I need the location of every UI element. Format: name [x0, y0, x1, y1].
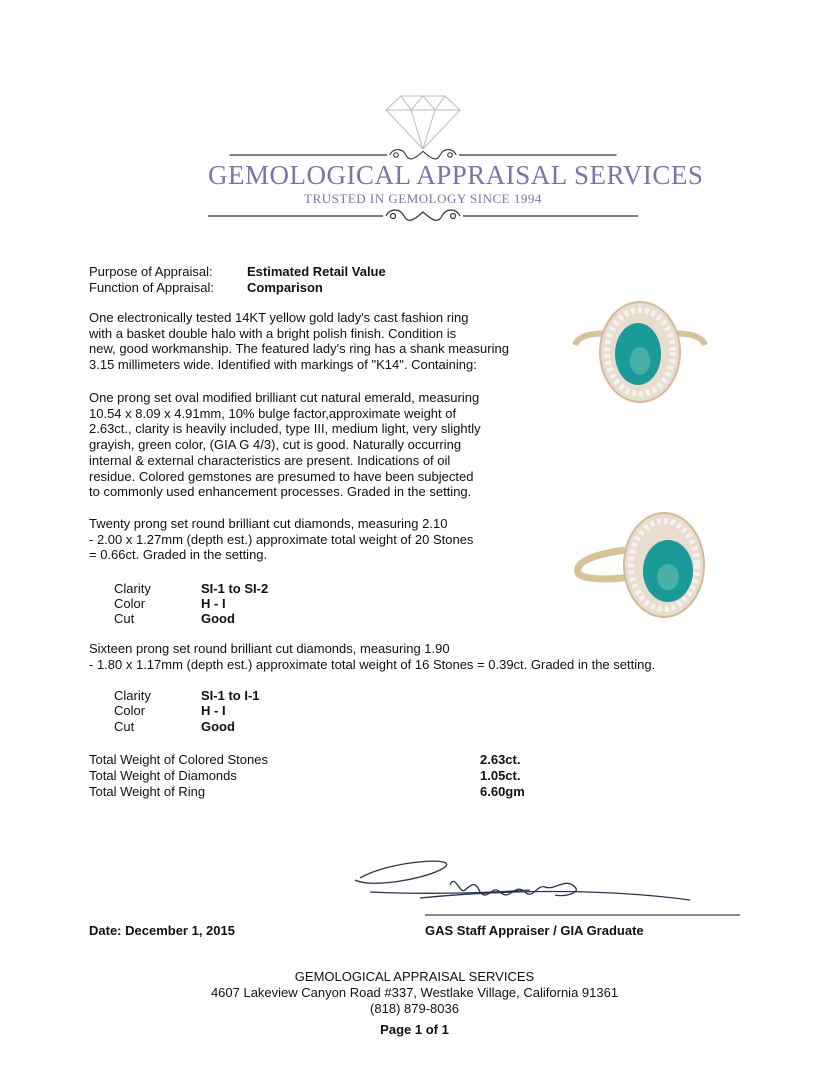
total-label: Total Weight of Ring: [89, 784, 206, 799]
footer-company: GEMOLOGICAL APPRAISAL SERVICES: [294, 969, 535, 984]
ring-photo-top: [570, 295, 710, 415]
text-line: 2.63ct., clarity is heavily included, type III, medium light, very slightly: [89, 421, 481, 437]
appraisal-date: Date: December 1, 2015: [89, 923, 235, 938]
purpose-label: Purpose of Appraisal:: [89, 264, 213, 279]
grade-label: Cut: [114, 719, 135, 734]
text-line: with a basket double halo with a bright polish finish. Condition is: [89, 325, 457, 341]
text-line: Sixteen prong set round brilliant cut diamonds, measuring 1.90: [89, 641, 450, 656]
company-tagline: TRUSTED IN GEMOLOGY SINCE 1994: [304, 191, 542, 206]
text-line: internal & external characteristics are present. Indications of oil: [89, 452, 451, 468]
text-line: One electronically tested 14KT yellow gold lady's cast fashion ring: [89, 310, 469, 325]
company-logo-title: GEMOLOGICAL APPRAISAL SERVICES: [208, 160, 704, 190]
grade-value: Good: [201, 611, 235, 626]
grade-value: H - I: [201, 596, 226, 611]
text-line: grayish, green color, (GIA G 4/3), cut is good. Naturally occurring: [89, 437, 462, 453]
diamonds-20-description: [89, 516, 473, 563]
total-value: 1.05ct.: [480, 768, 521, 783]
grade-label: Clarity: [114, 581, 151, 596]
footer-address: 4607 Lakeview Canyon Road #337, Westlake Village, California 91361: [210, 985, 619, 1000]
diamond-logo-icon: [383, 93, 463, 151]
text-line: to commonly used enhancement processes. Graded in the setting.: [89, 484, 472, 500]
text-line: - 2.00 x 1.27mm (depth est.) approximate total weight of 20 Stones: [89, 531, 474, 547]
purpose-value: Estimated Retail Value: [247, 264, 386, 279]
signer-title: GAS Staff Appraiser / GIA Graduate: [425, 923, 644, 938]
total-value: 2.63ct.: [480, 752, 521, 767]
footer-phone: (818) 879-8036: [370, 1001, 459, 1016]
total-label: Total Weight of Colored Stones: [89, 752, 268, 767]
grade-value: Good: [201, 719, 235, 734]
text-line: 3.15 millimeters wide. Identified with markings of "K14". Containing:: [89, 357, 477, 373]
page-number: Page 1 of 1: [380, 1022, 449, 1037]
grade-value: SI-1 to SI-2: [201, 581, 269, 596]
text-line: residue. Colored gemstones are presumed to have been subjected: [89, 468, 474, 484]
text-line: new, good workmanship. The featured lady's ring has a shank measuring: [89, 341, 509, 357]
grade-value: H - I: [201, 703, 226, 718]
logo-divider-bottom: [208, 206, 638, 226]
emerald-description: [89, 390, 481, 500]
total-value: 6.60gm: [480, 784, 525, 799]
text-line: 10.54 x 8.09 x 4.91mm, 10% bulge factor,approximate weight of: [89, 405, 457, 421]
grade-label: Color: [114, 703, 146, 718]
total-label: Total Weight of Diamonds: [89, 768, 237, 783]
ring-description: [89, 310, 509, 373]
function-value: Comparison: [247, 280, 323, 295]
grade-value: SI-1 to I-1: [201, 688, 260, 703]
diamonds-16-description: [89, 641, 655, 672]
text-line: = 0.66ct. Graded in the setting.: [89, 547, 268, 563]
grade-label: Cut: [114, 611, 135, 626]
text-line: One prong set oval modified brilliant cut natural emerald, measuring: [89, 390, 480, 405]
ring-photo-side: [570, 505, 710, 630]
grade-label: Clarity: [114, 688, 151, 703]
grade-label: Color: [114, 596, 146, 611]
text-line: - 1.80 x 1.17mm (depth est.) approximate total weight of 16 Stones = 0.39ct. Graded in the setting.: [89, 656, 656, 672]
text-line: Twenty prong set round brilliant cut diamonds, measuring 2.10: [89, 516, 448, 531]
function-label: Function of Appraisal:: [89, 280, 215, 295]
appraiser-signature: [350, 850, 750, 918]
